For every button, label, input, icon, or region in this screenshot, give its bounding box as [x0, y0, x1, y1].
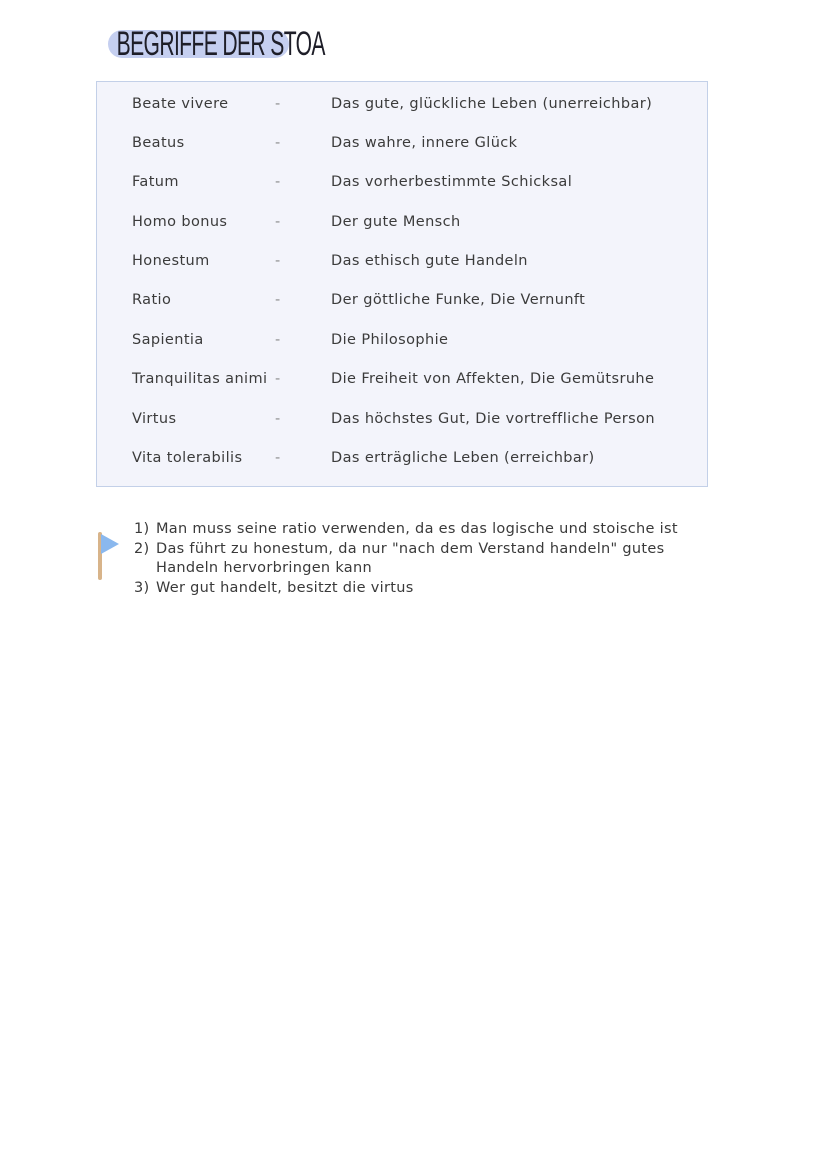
- term-separator: -: [275, 214, 281, 230]
- term-row: [97, 249, 707, 273]
- flag-icon: [96, 532, 122, 582]
- term-row: [97, 210, 707, 234]
- term-name: Beatus: [132, 135, 185, 151]
- page-title-text: BEGRIFFE DER STOA: [116, 25, 325, 63]
- term-separator: -: [275, 292, 281, 308]
- term-definition: Das ethisch gute Handeln: [331, 253, 528, 269]
- term-name: Virtus: [132, 411, 177, 427]
- term-name: Vita tolerabilis: [132, 450, 243, 466]
- note-list: [134, 520, 678, 598]
- term-row: [97, 407, 707, 431]
- term-name: Ratio: [132, 292, 172, 308]
- term-separator: -: [275, 135, 281, 151]
- term-row: [97, 367, 707, 391]
- term-definition: Das wahre, innere Glück: [331, 135, 518, 151]
- term-separator: -: [275, 411, 281, 427]
- term-name: Sapientia: [132, 332, 204, 348]
- note-text: Man muss seine ratio verwenden, da es das logische und stoische ist: [156, 521, 678, 537]
- term-definition: Der göttliche Funke, Die Vernunft: [331, 292, 586, 308]
- note-item: [134, 579, 678, 599]
- term-separator: -: [275, 96, 281, 112]
- note-item: [134, 520, 678, 540]
- page-title: [108, 22, 458, 66]
- term-separator: -: [275, 253, 281, 269]
- note-text: Wer gut handelt, besitzt die virtus: [156, 579, 414, 596]
- term-separator: -: [275, 332, 281, 348]
- term-row: [97, 446, 707, 470]
- term-name: Tranquilitas animi: [132, 371, 268, 387]
- flag-cloth: [101, 534, 119, 554]
- term-row: [97, 170, 707, 194]
- term-name: Homo bonus: [132, 214, 228, 230]
- note-text: Handeln hervorbringen kann: [156, 560, 372, 576]
- term-separator: -: [275, 450, 281, 466]
- terms-box: [96, 81, 708, 487]
- term-definition: Das gute, glückliche Leben (unerreichbar): [331, 96, 653, 112]
- term-definition: Das höchstes Gut, Die vortreffliche Person: [331, 411, 655, 427]
- note-number: 1): [134, 521, 150, 537]
- term-definition: Der gute Mensch: [331, 214, 461, 230]
- term-definition: Die Philosophie: [331, 332, 449, 348]
- note-number: 3): [134, 579, 150, 596]
- term-name: Fatum: [132, 174, 179, 190]
- term-row: [97, 288, 707, 312]
- note-item: [134, 540, 678, 579]
- term-separator: -: [275, 371, 281, 387]
- term-row: [97, 131, 707, 155]
- term-definition: Die Freiheit von Affekten, Die Gemütsruhe: [331, 371, 655, 387]
- term-name: Beate vivere: [132, 96, 229, 112]
- note-number: 2): [134, 540, 150, 557]
- note-text: Das führt zu honestum, da nur "nach dem Verstand handeln" gutes: [156, 540, 665, 557]
- term-definition: Das vorherbestimmte Schicksal: [331, 174, 573, 190]
- term-definition: Das erträgliche Leben (erreichbar): [331, 450, 595, 466]
- term-row: [97, 328, 707, 352]
- term-name: Honestum: [132, 253, 210, 269]
- term-separator: -: [275, 174, 281, 190]
- term-row: [97, 92, 707, 116]
